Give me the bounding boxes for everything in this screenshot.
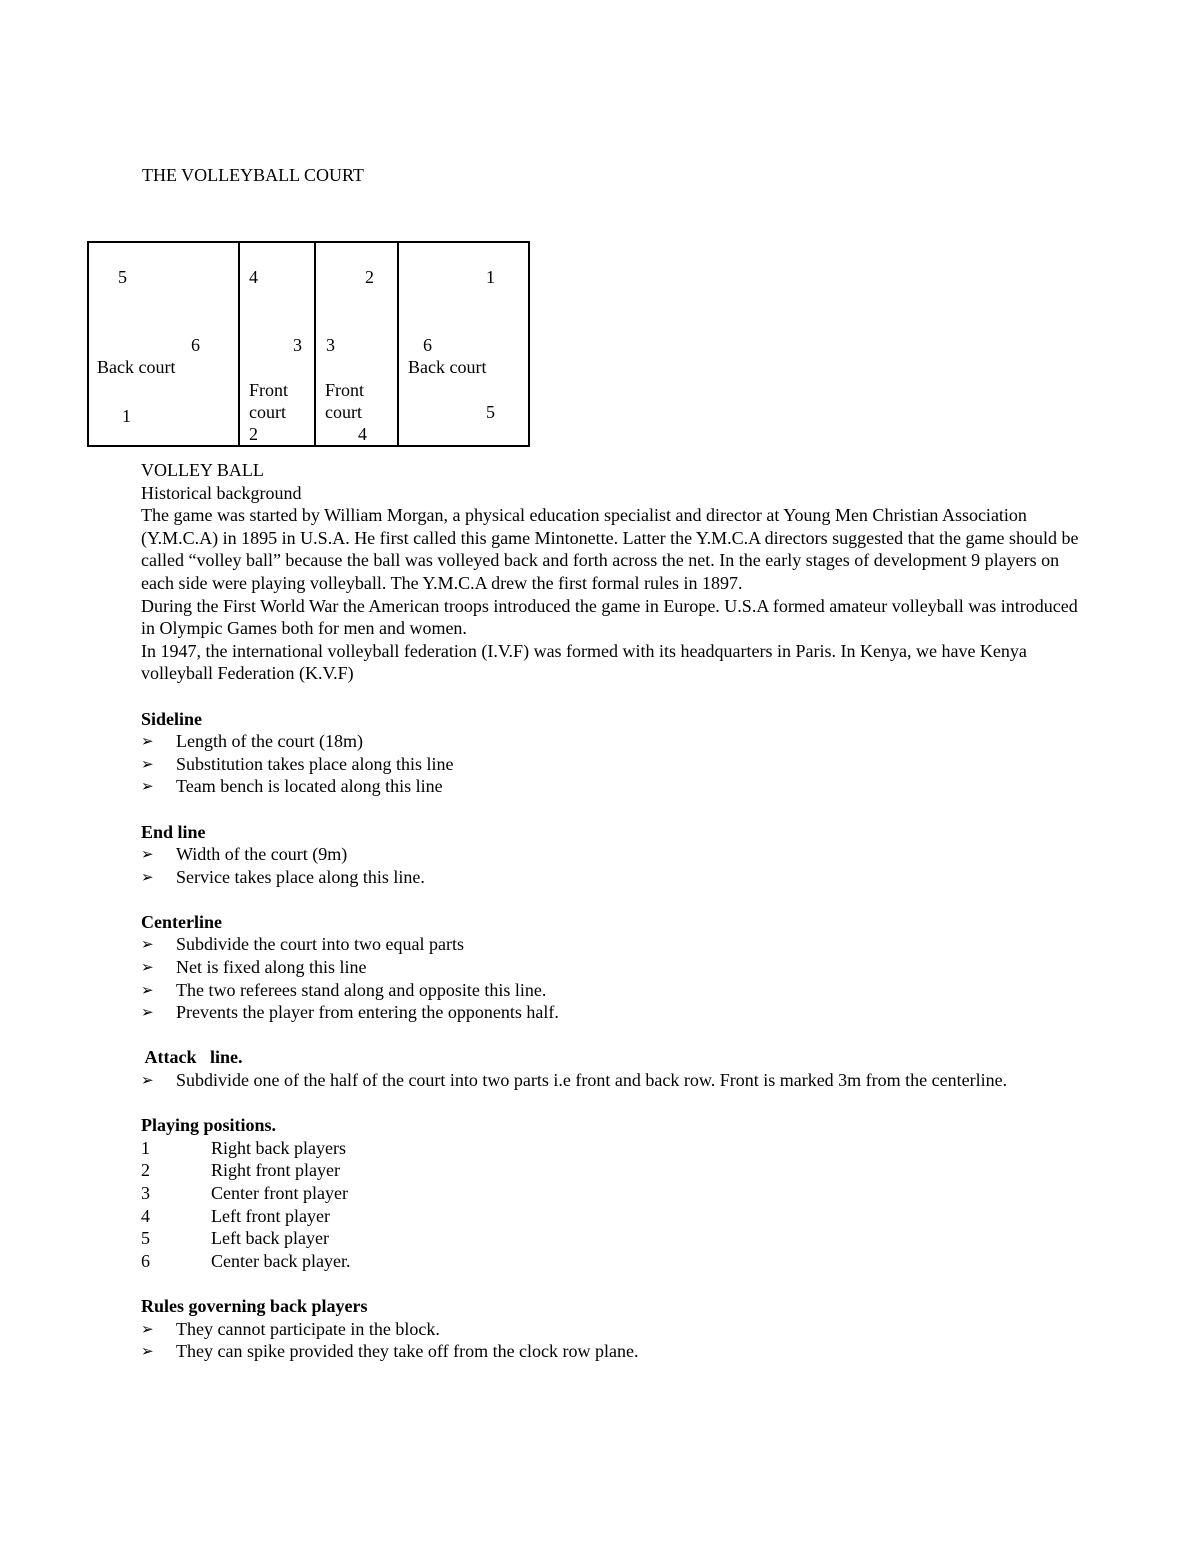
court-attack-line-left [238,241,240,447]
document-body [141,459,1081,1363]
front-court-label: court [249,402,286,422]
list-item: ➢ Prevents the player from entering the opponents half. [141,1002,559,1023]
court-center-line [314,241,316,447]
subheading-historical-background: Historical background [141,482,302,503]
position-row: 1 Right back players [141,1137,346,1158]
back-court-label: Back court [97,357,176,377]
position-row: 4 Left front player [141,1205,330,1226]
court-position-4: 4 [249,267,258,287]
court-position-4: 4 [358,424,367,444]
court-position-1: 1 [486,267,495,287]
list-item: ➢ Substitution takes place along this line [141,753,454,774]
arrow-bullet-icon: ➢ [141,1071,154,1090]
arrow-bullet-icon: ➢ [141,845,154,864]
list-item: ➢ Subdivide the court into two equal parts [141,934,464,955]
arrow-bullet-icon: ➢ [141,867,154,886]
centerline-heading: Centerline [141,911,222,932]
court-diagram [87,241,530,447]
position-row: 5 Left back player [141,1228,329,1249]
history-paragraph: The game was started by William Morgan, a physical education specialist and director at Young Men Christian Association (Y.M.C.A) in 1895 in U.S.A. He first called this game Mintonette. Latter the Y.M.C.A directors suggested that the game should be called “volley ball” because the ball was volleyed back and forth across the net. In the early stages of development 9 players on each side were playing volleyball. The Y.M.C.A drew the first formal rules in 1897. [141,505,1079,593]
arrow-bullet-icon: ➢ [141,732,154,751]
list-item: ➢ Service takes place along this line. [141,866,425,887]
endline-heading: End line [141,821,206,842]
court-position-6: 6 [191,335,200,355]
list-item: ➢ Width of the court (9m) [141,844,348,865]
section-heading-volleyball: VOLLEY BALL [141,460,264,480]
playing-positions-heading: Playing positions. [141,1115,277,1136]
list-item: ➢ Team bench is located along this line [141,776,443,797]
court-position-2: 2 [249,424,258,444]
court-bottom-line [87,445,530,447]
arrow-bullet-icon: ➢ [141,958,154,977]
list-item: ➢ They cannot participate in the block. [141,1318,440,1339]
court-attack-line-right [397,241,399,447]
arrow-bullet-icon: ➢ [141,754,154,773]
position-row: 2 Right front player [141,1160,340,1181]
back-court-label: Back court [408,357,487,377]
court-left-line [87,241,89,447]
page-title: THE VOLLEYBALL COURT [142,165,364,185]
front-court-label: court [325,402,362,422]
position-row: 6 Center back player. [141,1250,351,1271]
front-court-label: Front [325,380,365,400]
list-item: ➢ Subdivide one of the half of the court into two parts i.e front and back row. Front is marked 3m from the centerline. [141,1070,1008,1091]
arrow-bullet-icon: ➢ [141,1319,154,1338]
history-paragraph: During the First World War the American troops introduced the game in Europe. U.S.A formed amateur volleyball was introduced in Olympic Games both for men and women. [141,595,1078,639]
list-item: ➢ Net is fixed along this line [141,957,367,978]
court-position-5: 5 [486,402,495,422]
arrow-bullet-icon: ➢ [141,935,154,954]
position-row: 3 Center front player [141,1183,348,1203]
sideline-heading: Sideline [141,708,203,729]
back-players-rules-heading: Rules governing back players [141,1295,368,1316]
arrow-bullet-icon: ➢ [141,980,154,999]
arrow-bullet-icon: ➢ [141,1342,154,1361]
list-item: ➢ Length of the court (18m) [141,731,363,752]
court-right-line [528,241,530,447]
front-court-label: Front [249,380,289,400]
arrow-bullet-icon: ➢ [141,1003,154,1022]
attack-line-heading: Attack line. [141,1047,243,1068]
court-position-6: 6 [423,335,432,355]
court-position-2: 2 [365,267,374,287]
list-item: ➢ The two referees stand along and opposite this line. [141,979,547,1000]
court-position-1: 1 [122,406,131,426]
court-position-3: 3 [326,335,335,355]
arrow-bullet-icon: ➢ [141,777,154,796]
list-item: ➢ They can spike provided they take off from the clock row plane. [141,1341,639,1362]
court-position-5: 5 [118,267,127,287]
court-top-line [87,241,530,243]
court-position-3: 3 [293,335,302,355]
history-paragraph: In 1947, the international volleyball federation (I.V.F) was formed with its headquarters in Paris. In Kenya, we have Kenya volleyball Federation (K.V.F) [141,640,1027,684]
